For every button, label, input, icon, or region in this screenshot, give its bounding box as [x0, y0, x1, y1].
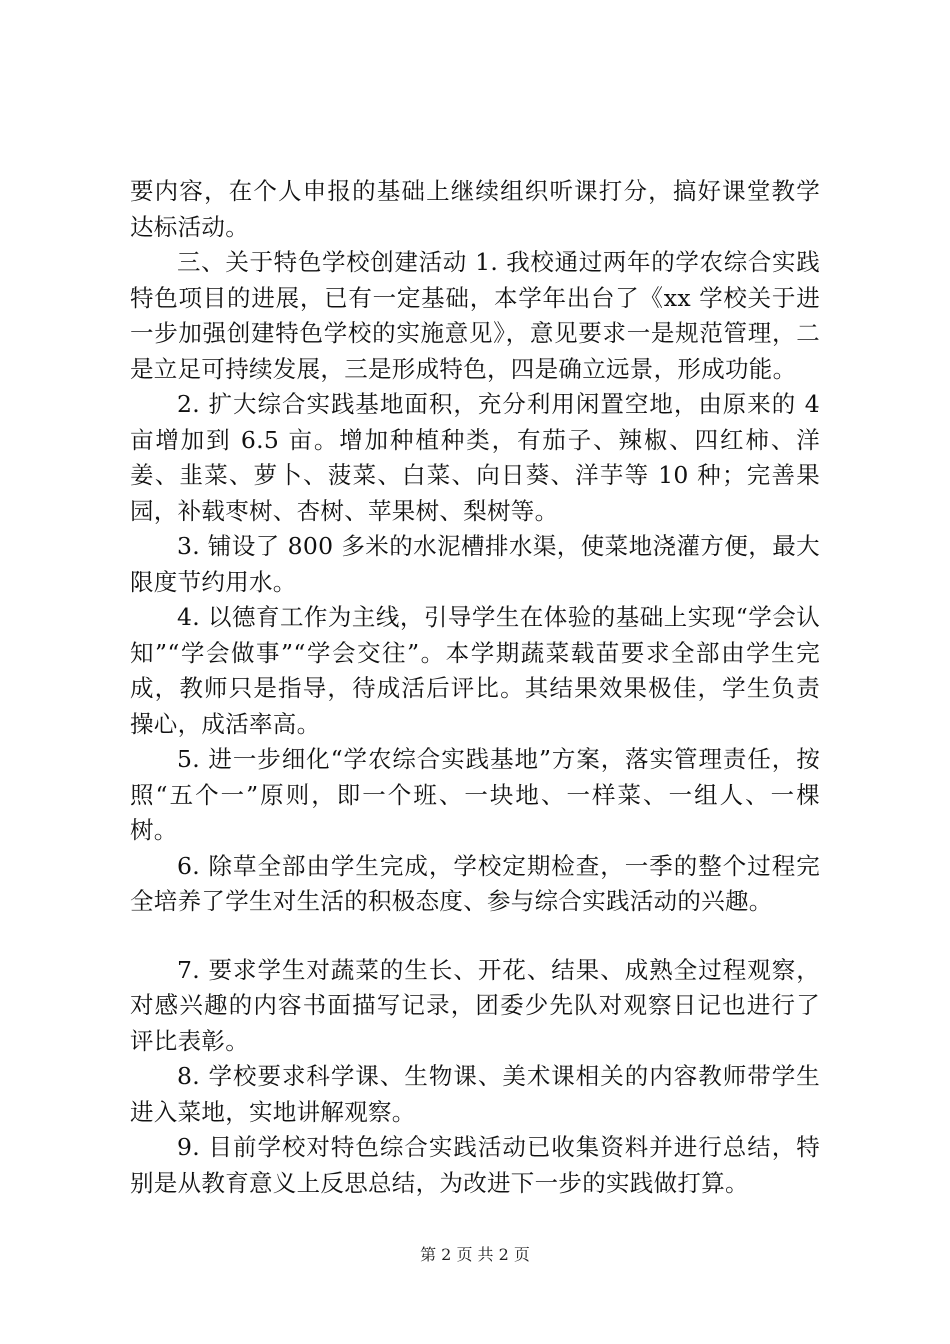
paragraph-item-5: 5. 进一步细化“学农综合实践基地”方案，落实管理责任，按照“五个一”原则，即一个班、一块地、一样菜、一组人、一棵树。 — [130, 745, 820, 844]
paragraph-item-9: 9. 目前学校对特色综合实践活动已收集资料并进行总结，特别是从教育意义上反思总结，为改进下一步的实践做打算。 — [130, 1133, 820, 1197]
paragraph-continuation: 要内容，在个人申报的基础上继续组织听课打分，搞好课堂教学达标活动。 — [130, 177, 820, 241]
paragraph-item-2: 2. 扩大综合实践基地面积，充分利用闲置空地，由原来的 4 亩增加到 6.5 亩。增加种植种类，有茄子、辣椒、四红柿、洋姜、韭菜、萝卜、菠菜、白菜、向日葵、洋芋等 10 种；完善果园，补载枣树、杏树、苹果树、梨树等。 — [130, 390, 820, 525]
document-body — [130, 174, 820, 1201]
paragraph-item-4: 4. 以德育工作为主线，引导学生在体验的基础上实现“学会认知”“学会做事”“学会交往”。本学期蔬菜载苗要求全部由学生完成，教师只是指导，待成活后评比。其结果效果极佳，学生负责操心，成活率高。 — [130, 603, 820, 738]
paragraph-section-three: 三、关于特色学校创建活动 1. 我校通过两年的学农综合实践特色项目的进展，已有一定基础，本学年出台了《xx 学校关于进一步加强创建特色学校的实施意见》，意见要求一是规范管理，二是立足可持续发展，三是形成特色，四是确立远景，形成功能。 — [130, 248, 820, 383]
paragraph-item-3: 3. 铺设了 800 多米的水泥槽排水渠，使菜地浇灌方便，最大限度节约用水。 — [130, 532, 820, 596]
paragraph-item-6: 6. 除草全部由学生完成，学校定期检查，一季的整个过程完全培养了学生对生活的积极态度、参与综合实践活动的兴趣。 — [130, 851, 820, 915]
page-number-footer: 第 2 页 共 2 页 — [420, 1245, 530, 1264]
paragraph-item-7: 7. 要求学生对蔬菜的生长、开花、结果、成熟全过程观察，对感兴趣的内容书面描写记录，团委少先队对观察日记也进行了评比表彰。 — [130, 955, 820, 1055]
paragraph-item-8: 8. 学校要求科学课、生物课、美术课相关的内容教师带学生进入菜地，实地讲解观察。 — [130, 1062, 820, 1126]
